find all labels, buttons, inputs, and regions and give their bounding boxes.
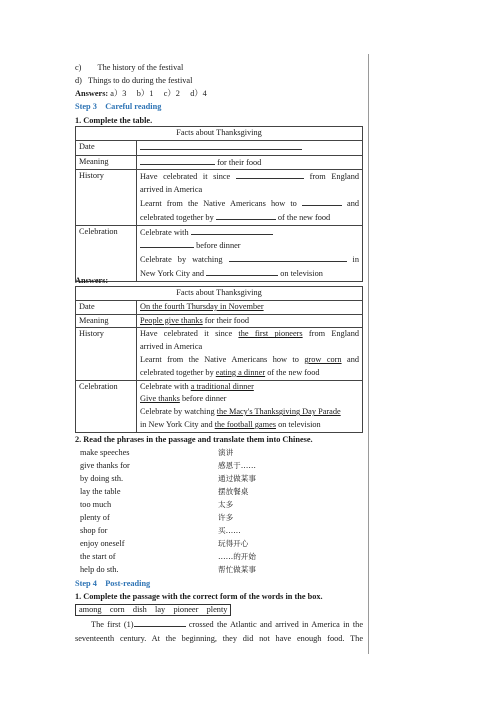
option-text: Things to do during the festival bbox=[88, 76, 193, 85]
margin-rule bbox=[368, 54, 369, 654]
answer-blank bbox=[140, 156, 215, 165]
row-label-celebration: Celebration bbox=[76, 225, 137, 281]
answers-table-label: Answers: bbox=[75, 276, 109, 285]
answer-blank bbox=[140, 141, 302, 150]
cell-line: Celebrate by watching in bbox=[140, 255, 360, 265]
phrase-cn: 太多 bbox=[218, 500, 234, 509]
q1-heading: 1. Complete the table. bbox=[75, 116, 153, 125]
cell-line: Learnt from the Native Americans how to grow corn and bbox=[140, 354, 360, 364]
cell-line: arrived in America bbox=[140, 342, 203, 352]
cell-line: New York City and on television bbox=[140, 268, 323, 278]
phrase-en: make speeches bbox=[80, 448, 130, 457]
phrase-en: give thanks for bbox=[80, 461, 130, 470]
phrase-en: too much bbox=[80, 500, 112, 509]
row-label-celebration: Celebration bbox=[76, 380, 137, 432]
phrase-en: enjoy oneself bbox=[80, 539, 125, 548]
cell-line: Celebrate with a traditional dinner bbox=[140, 381, 254, 391]
row-label-meaning: Meaning bbox=[76, 155, 137, 170]
meaning-cell bbox=[137, 155, 363, 170]
phrase-cn: 感恩于…… bbox=[218, 461, 256, 470]
phrase-cn: 演讲 bbox=[218, 448, 234, 457]
cell-line: Celebrate by watching the Macy's Thanksgiving Day Parade bbox=[140, 407, 341, 417]
cell-line: before dinner bbox=[140, 239, 359, 253]
phrase-cn: 玩得开心 bbox=[218, 539, 249, 548]
answers-text: a）3 b）1 c）2 d）4 bbox=[110, 89, 207, 98]
cell-line: in New York City and the football games on television bbox=[140, 419, 321, 429]
passage-line: The first (1) crossed the Atlantic and arrived in America in the bbox=[91, 620, 364, 629]
row-label-date: Date bbox=[76, 300, 137, 314]
option-d bbox=[75, 75, 192, 86]
step3-heading: Step 3 Careful reading bbox=[75, 102, 162, 111]
row-label-meaning: Meaning bbox=[76, 314, 137, 328]
cell-line: Celebrate with bbox=[140, 226, 359, 240]
phrase-en: shop for bbox=[80, 526, 108, 535]
step4-heading: Step 4 Post-reading bbox=[75, 579, 151, 588]
phrase-cn: 买…… bbox=[218, 526, 241, 535]
facts-table-blank bbox=[75, 126, 363, 282]
row-label-history: History bbox=[76, 170, 137, 225]
row-label-history: History bbox=[76, 328, 137, 380]
phrase-en: plenty of bbox=[80, 513, 110, 522]
history-cell bbox=[137, 170, 363, 225]
facts-table-answers bbox=[75, 286, 363, 433]
history-cell bbox=[137, 328, 363, 380]
celebration-cell bbox=[137, 380, 363, 432]
passage-line: seventeenth century. At the beginning, they did not have enough food. The bbox=[75, 634, 363, 643]
cell-line: arrived in America bbox=[140, 185, 203, 195]
row-label-date: Date bbox=[76, 140, 137, 155]
phrase-cn: 摆放餐桌 bbox=[218, 487, 249, 496]
table-header: Facts about Thanksgiving bbox=[76, 287, 363, 301]
answer-text: People give thanks bbox=[140, 315, 203, 325]
option-c bbox=[75, 62, 183, 73]
cell-line: celebrated together by of the new food bbox=[140, 212, 331, 222]
phrase-cn: 通过做某事 bbox=[218, 474, 256, 483]
option-letter: c) bbox=[75, 63, 82, 72]
cell-line: Have celebrated it since the first pioneers from England bbox=[140, 329, 359, 339]
date-cell bbox=[137, 300, 363, 314]
q2-heading: 2. Read the phrases in the passage and translate them into Chinese. bbox=[75, 435, 313, 444]
option-text: The history of the festival bbox=[97, 63, 184, 72]
meaning-cell: People give thanks for their food bbox=[137, 314, 363, 328]
answer-blank bbox=[134, 618, 186, 627]
option-letter: d) bbox=[75, 76, 82, 85]
phrase-en: lay the table bbox=[80, 487, 121, 496]
cell-line: Learnt from the Native Americans how to and bbox=[140, 198, 359, 208]
phrase-cn: 许多 bbox=[218, 513, 234, 522]
answer-text: On the fourth Thursday in November bbox=[140, 301, 264, 311]
table-header: Facts about Thanksgiving bbox=[76, 127, 363, 141]
answers-label: Answers bbox=[75, 89, 106, 98]
date-cell bbox=[137, 140, 363, 155]
cell-text: for their food bbox=[217, 157, 262, 167]
cell-line: Give thanks before dinner bbox=[140, 394, 227, 404]
phrase-en: the start of bbox=[80, 552, 116, 561]
word-box-text: among corn dish lay pioneer plenty bbox=[79, 605, 228, 614]
phrase-en: by doing sth. bbox=[80, 474, 124, 483]
phrase-en: help do sth. bbox=[80, 565, 119, 574]
passage bbox=[75, 618, 363, 646]
phrase-cn: ……的开始 bbox=[218, 552, 256, 561]
phrase-cn: 帮忙做某事 bbox=[218, 565, 256, 574]
q3-heading: 1. Complete the passage with the correct form of the words in the box. bbox=[75, 592, 323, 601]
word-box bbox=[75, 604, 231, 616]
answers-line: Answers: a）3 b）1 c）2 d）4 bbox=[75, 89, 207, 98]
celebration-cell bbox=[137, 225, 363, 281]
cell-line: celebrated together by eating a dinner of the new food bbox=[140, 367, 320, 377]
cell-line: Have celebrated it since from England bbox=[140, 172, 360, 182]
